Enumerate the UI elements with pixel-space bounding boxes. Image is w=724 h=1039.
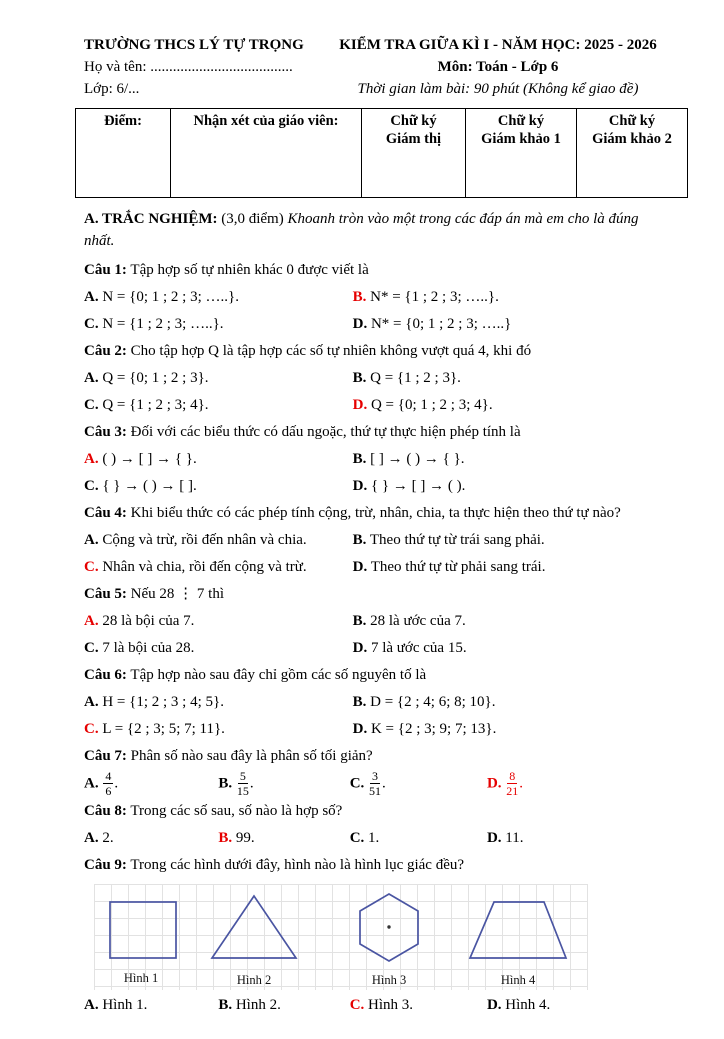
option-letter: C. (349, 996, 365, 1013)
question-stem (84, 581, 668, 608)
option-text: H = {1; 2 ; 3 ; 4; 5}. (102, 693, 224, 710)
option-text: 1. (368, 829, 380, 846)
proctor-signature-cell: Chữ ký Giám thị (362, 108, 466, 197)
question-stem (84, 257, 668, 284)
option-text: Q = {0; 1 ; 2 ; 3; 4}. (370, 396, 493, 413)
option-letter: D. (352, 477, 368, 494)
grade-table (75, 108, 688, 198)
option-letter: C. (84, 477, 99, 494)
option-text: 7 là bội của 28. (102, 639, 195, 656)
option-text: L = {2 ; 3; 5; 7; 11}. (102, 720, 225, 737)
option-a (84, 770, 218, 798)
option-letter: B. (218, 829, 233, 846)
option-text: 99. (235, 829, 255, 846)
option-letter: A. (84, 693, 99, 710)
question-stem (84, 852, 668, 879)
question-7 (84, 743, 668, 798)
option-letter: B. (352, 369, 367, 386)
question-8 (84, 798, 668, 852)
teacher-comment-cell: Nhận xét của giáo viên: (171, 108, 362, 197)
options (84, 992, 668, 1019)
option-letter: D. (352, 720, 368, 737)
option-letter: D. (352, 558, 368, 575)
option-text: K = {2 ; 3; 9; 7; 13}. (370, 720, 497, 737)
options (84, 527, 668, 581)
option-text: Q = {1 ; 2 ; 3}. (370, 369, 461, 386)
question-stem (84, 662, 668, 689)
shapes-svg (94, 884, 588, 990)
option-c (350, 825, 487, 852)
question-text: Phân số nào sau đây là phân số tối giản? (130, 747, 373, 764)
question-text: Nếu 28 ⋮ 7 thì (130, 585, 224, 602)
option-b (218, 770, 349, 798)
fraction: $\frac{4}{6}$ (105, 768, 112, 799)
option-c (84, 635, 353, 662)
section-a-points: (3,0 điểm) (221, 210, 284, 227)
option-text: 7 là ước của 15. (370, 639, 467, 656)
fraction: $\frac{3}{51}$ (369, 768, 382, 799)
option-text: Hình 3. (368, 996, 414, 1013)
option-letter: A. (84, 996, 99, 1013)
option-d (487, 992, 668, 1019)
option-d (353, 635, 668, 662)
option-tail: . (249, 775, 254, 792)
question-text: Trong các hình dưới đây, hình nào là hình lục giác đều? (130, 856, 465, 873)
option-text: N* = {1 ; 2 ; 3; …..}. (370, 288, 499, 305)
fraction: $\frac{5}{15}$ (236, 768, 249, 799)
option-text: Nhân và chia, rồi đến cộng và trừ. (102, 558, 307, 575)
question-6 (84, 662, 668, 743)
option-letter: A. (84, 369, 99, 386)
option-letter: A. (84, 612, 99, 629)
option-c (350, 770, 487, 798)
score-cell: Điểm: (76, 108, 171, 197)
option-text: Hình 1. (102, 996, 148, 1013)
option-letter: D. (486, 829, 502, 846)
option-letter: A. (84, 829, 99, 846)
figure-label-1: Hình 1 (123, 970, 159, 985)
options (84, 770, 668, 798)
option-text: { } → ( ) → [ ]. (102, 477, 197, 494)
hexagon-center-dot (387, 925, 390, 928)
option-c (350, 992, 487, 1019)
section-a-heading (84, 208, 668, 253)
question-label: Câu 9: (84, 856, 127, 873)
option-letter: A. (84, 775, 99, 792)
square-shape (110, 902, 176, 958)
grader1-signature-cell: Chữ ký Giám khảo 1 (466, 108, 577, 197)
class-line: Lớp: 6/... (84, 81, 140, 98)
question-label: Câu 4: (84, 504, 127, 521)
option-text: N* = {0; 1 ; 2 ; 3; …..} (370, 315, 512, 332)
option-text: Theo thứ tự từ trái sang phải. (369, 531, 545, 548)
option-d (353, 554, 668, 581)
option-letter: A. (84, 450, 99, 467)
option-b (218, 992, 349, 1019)
option-d (353, 392, 668, 419)
question-stem (84, 500, 668, 527)
option-d (353, 473, 668, 500)
option-a (84, 527, 353, 554)
fraction: $\frac{8}{21}$ (506, 768, 519, 799)
option-letter: A. (84, 288, 99, 305)
option-d (487, 770, 668, 798)
question-text: Khi biểu thức có các phép tính cộng, trừ, nhân, chia, ta thực hiện theo thứ tự nào? (130, 504, 621, 521)
option-text: Q = {1 ; 2 ; 3; 4}. (102, 396, 209, 413)
option-c (84, 392, 353, 419)
option-letter: C. (84, 558, 99, 575)
subject-line: Môn: Toán - Lớp 6 (437, 59, 559, 76)
option-text: ( ) → [ ] → { }. (102, 450, 197, 467)
option-text: Hình 2. (235, 996, 281, 1013)
option-letter: C. (84, 720, 99, 737)
triangle-shape (212, 896, 296, 958)
option-text: N = {0; 1 ; 2 ; 3; …..}. (102, 288, 239, 305)
question-stem (84, 798, 668, 825)
question-text: Cho tập hợp Q là tập hợp các số tự nhiên không vượt quá 4, khi đó (130, 342, 532, 359)
question-4 (84, 500, 668, 581)
option-d (487, 825, 668, 852)
option-text: 28 là bội của 7. (102, 612, 195, 629)
time-line: Thời gian làm bài: 90 phút (Không kể giao đề) (357, 81, 639, 98)
option-text: Hình 4. (505, 996, 551, 1013)
option-a (84, 608, 353, 635)
options (84, 284, 668, 338)
options (84, 689, 668, 743)
option-tail: . (114, 775, 119, 792)
option-letter: D. (352, 396, 368, 413)
question-text: Tập hợp nào sau đây chỉ gồm các số nguyên tố là (130, 666, 427, 683)
option-a (84, 689, 353, 716)
option-b (353, 446, 668, 473)
question-stem (84, 743, 668, 770)
option-tail: . (519, 775, 524, 792)
option-c (84, 473, 353, 500)
question-3 (84, 419, 668, 500)
option-a (84, 284, 353, 311)
option-letter: B. (218, 775, 233, 792)
option-letter: C. (349, 829, 365, 846)
question-label: Câu 8: (84, 802, 127, 819)
option-text: { } → [ ] → ( ). (370, 477, 466, 494)
option-letter: B. (352, 693, 367, 710)
option-c (84, 716, 353, 743)
figure-label-2: Hình 2 (236, 972, 272, 987)
option-d (353, 311, 668, 338)
option-b (353, 527, 668, 554)
question-label: Câu 2: (84, 342, 127, 359)
option-c (84, 311, 353, 338)
option-b (218, 825, 349, 852)
question-label: Câu 7: (84, 747, 127, 764)
figure-label-4: Hình 4 (500, 972, 536, 987)
question-text: Trong các số sau, số nào là hợp số? (130, 802, 343, 819)
option-text: 11. (505, 829, 524, 846)
option-b (353, 365, 668, 392)
option-b (353, 284, 668, 311)
options (84, 365, 668, 419)
option-text: 2. (102, 829, 114, 846)
question-1 (84, 257, 668, 338)
option-d (353, 716, 668, 743)
option-a (84, 992, 218, 1019)
question-label: Câu 5: (84, 585, 127, 602)
option-letter: C. (349, 775, 365, 792)
question-9 (84, 852, 668, 1019)
section-a-instruction: Khoanh tròn vào một trong các đáp án mà em cho là đúng nhất. (84, 210, 639, 250)
question-5 (84, 581, 668, 662)
option-text: Q = {0; 1 ; 2 ; 3}. (102, 369, 209, 386)
options (84, 825, 668, 852)
options (84, 446, 668, 500)
question-stem (84, 419, 668, 446)
exam-title: KIỂM TRA GIỮA KÌ I - NĂM HỌC: 2025 - 2026 (339, 37, 657, 53)
option-letter: C. (84, 639, 99, 656)
option-b (353, 608, 668, 635)
school-name: TRƯỜNG THCS LÝ TỰ TRỌNG (84, 37, 304, 53)
option-letter: D. (352, 639, 368, 656)
option-text: D = {2 ; 4; 6; 8; 10}. (370, 693, 496, 710)
trapezoid-shape (470, 902, 566, 958)
option-text: Theo thứ tự từ phải sang trái. (370, 558, 546, 575)
option-letter: B. (352, 288, 367, 305)
option-letter: B. (352, 450, 367, 467)
question-text: Tập hợp số tự nhiên khác 0 được viết là (130, 261, 369, 278)
option-c (84, 554, 353, 581)
option-b (353, 689, 668, 716)
option-letter: B. (218, 996, 233, 1013)
option-letter: B. (352, 531, 367, 548)
option-text: 28 là ước của 7. (370, 612, 466, 629)
option-tail: . (382, 775, 386, 792)
student-name-line: Họ và tên: ...................................... (84, 59, 293, 76)
question-label: Câu 6: (84, 666, 127, 683)
option-letter: A. (84, 531, 99, 548)
option-letter: D. (352, 315, 368, 332)
section-a-label: A. TRẮC NGHIỆM: (84, 210, 218, 227)
grader2-signature-cell: Chữ ký Giám khảo 2 (577, 108, 688, 197)
question-stem (84, 338, 668, 365)
option-letter: C. (84, 315, 99, 332)
option-text: Cộng và trừ, rồi đến nhân và chia. (102, 531, 307, 548)
option-letter: D. (486, 775, 502, 792)
question-label: Câu 1: (84, 261, 127, 278)
figure-label-3: Hình 3 (371, 972, 407, 987)
shapes-figure (94, 884, 588, 990)
option-a (84, 446, 353, 473)
option-text: N = {1 ; 2 ; 3; …..}. (102, 315, 224, 332)
option-letter: C. (84, 396, 99, 413)
question-text: Đối với các biểu thức có dấu ngoặc, thứ tự thực hiện phép tính là (130, 423, 521, 440)
option-a (84, 825, 218, 852)
option-letter: B. (352, 612, 367, 629)
question-label: Câu 3: (84, 423, 127, 440)
option-text: [ ] → ( ) → { }. (370, 450, 465, 467)
question-2 (84, 338, 668, 419)
option-a (84, 365, 353, 392)
option-letter: D. (486, 996, 502, 1013)
options (84, 608, 668, 662)
page-header (84, 34, 668, 101)
